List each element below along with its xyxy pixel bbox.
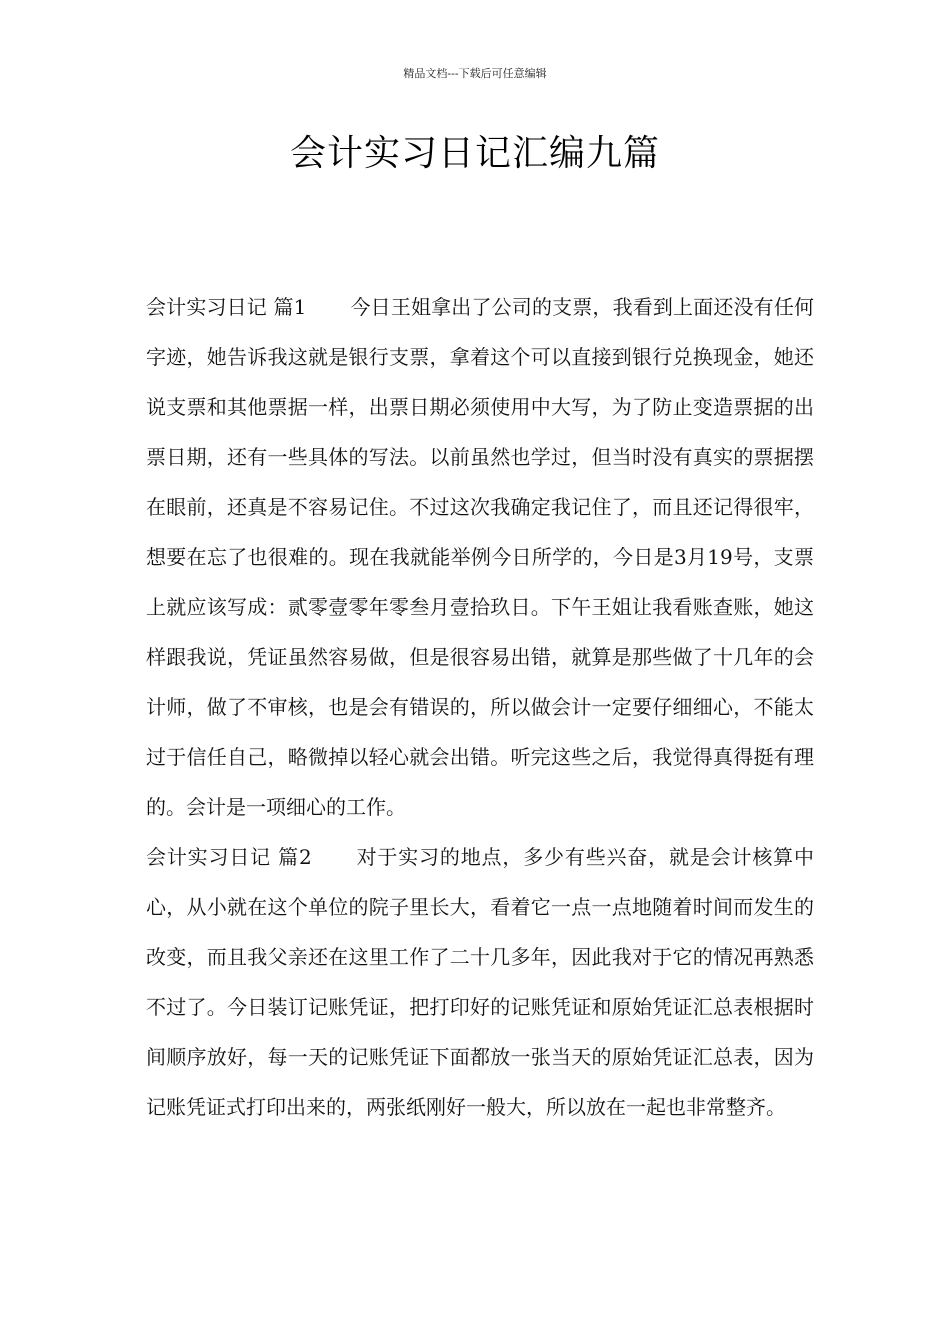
diary-entry-1 [146, 282, 814, 832]
document-title: 会计实习日记汇编九篇 [289, 133, 660, 174]
entry-heading: 会计实习日记 篇1 [146, 295, 307, 319]
entry-text: 对于实习的地点，多少有些兴奋，就是会计核算中心，从小就在这个单位的院子里长大，看着它一点一点地随着时间而发生的改变，而且我父亲还在这里工作了二十几多年，因此我对于它的情况再熟悉不过了。今日装订记账凭证，把打印好的记账凭证和原始凭证汇总表根据时间顺序放好，每一天的记账凭证下面都放一张当天的原始凭证汇总表，因为记账凭证式打印出来的，两张纸刚好一般大，所以放在一起也非常整齐。 [146, 845, 814, 1119]
diary-entry-2 [146, 832, 814, 1132]
page-header: 精品文档---下载后可任意编辑 [403, 67, 547, 80]
document-body [146, 282, 814, 1132]
entry-text: 今日王姐拿出了公司的支票，我看到上面还没有任何字迹，她告诉我这就是银行支票，拿着这个可以直接到银行兑换现金，她还说支票和其他票据一样，出票日期必须使用中大写，为了防止变造票据的出票日期，还有一些具体的写法。以前虽然也学过，但当时没有真实的票据摆在眼前，还真是不容易记住。不过这次我确定我记住了，而且还记得很牢，想要在忘了也很难的。现在我就能举例今日所学的，今日是3月19号，支票上就应该写成：贰零壹零年零叁月壹拾玖日。下午王姐让我看账查账，她这样跟我说，凭证虽然容易做，但是很容易出错，就算是那些做了十几年的会计师，做了不审核，也是会有错误的，所以做会计一定要仔细细心，不能太过于信任自己，略微掉以轻心就会出错。听完这些之后，我觉得真得挺有理的。会计是一项细心的工作。 [146, 295, 814, 819]
entry-heading: 会计实习日记 篇2 [146, 845, 312, 869]
